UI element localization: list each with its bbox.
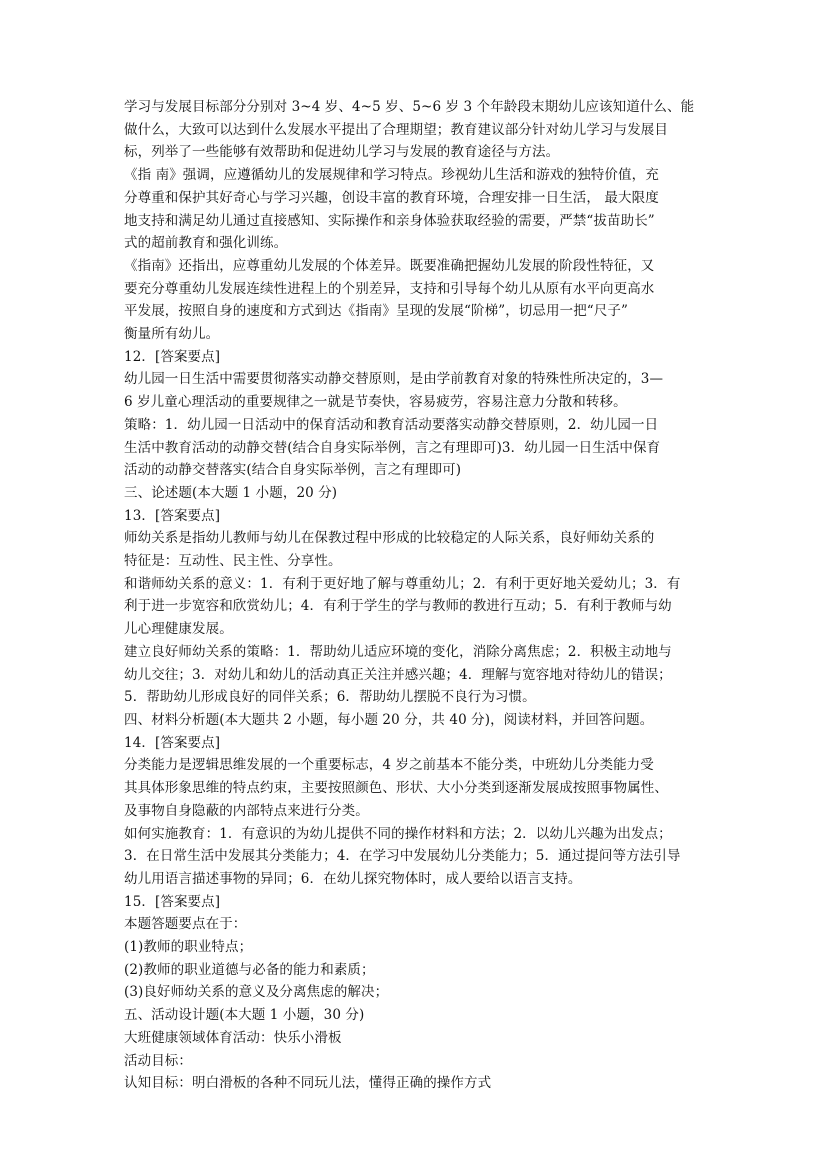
text-line: 和谐师幼关系的意义：1．有利于更好地了解与尊重幼儿；2．有利于更好地关爱幼儿；3．有	[124, 575, 681, 592]
text-line: 6 岁儿童心理活动的重要规律之一就是节奏快，容易疲劳，容易注意力分散和转移。	[124, 394, 627, 411]
text-line: 地支持和满足幼儿通过直接感知、实际操作和亲身体验获取经验的需要，严禁“拔苗助长”	[124, 212, 655, 229]
text-line: 3．在日常生活中发展其分类能力；4．在学习中发展幼儿分类能力；5．通过提问等方法引导	[124, 848, 681, 865]
text-line: 如何实施教育：1．有意识的为幼儿提供不同的操作材料和方法；2．以幼儿兴趣为出发点；	[124, 825, 672, 842]
text-line: 《指 南》强调，应遵循幼儿的发展规律和学习特点。珍视幼儿生活和游戏的独特价值，充	[124, 167, 659, 184]
text-line: 幼儿园一日生活中需要贯彻落实动静交替原则，是由学前教育对象的特殊性所决定的，3—	[124, 371, 664, 388]
text-line: 标，列举了一些能够有效帮助和促进幼儿学习与发展的教育途径与方法。	[124, 144, 560, 161]
list-item: (3)良好师幼关系的意义及分离焦虑的解决；	[124, 984, 389, 1001]
text-line: 5．帮助幼儿形成良好的同伴关系；6．帮助幼儿摆脱不良行为习惯。	[124, 689, 536, 706]
text-line: 特征是：互动性、民主性、分享性。	[124, 553, 342, 570]
text-line: 儿心理健康发展。	[124, 621, 233, 638]
text-line: 利于进一步宽容和欣赏幼儿；4．有利于学生的学与教师的教进行互动；5．有利于教师与幼	[124, 598, 672, 615]
section-heading: 三、论述题(本大题 1 小题，20 分)	[124, 484, 338, 501]
text-line: 活动目标：	[124, 1052, 192, 1069]
list-item: (2)教师的职业道德与必备的能力和素质；	[124, 961, 375, 978]
text-line: 及事物自身隐蔽的内部特点来进行分类。	[124, 802, 369, 819]
section-heading: 四、材料分析题(本大题共 2 小题，每小题 20 分，共 40 分)，阅读材料，并回答问题。	[124, 711, 654, 728]
document-body	[124, 96, 710, 1095]
text-line: 认知目标：明白滑板的各种不同玩儿法，懂得正确的操作方式	[124, 1075, 492, 1092]
section-heading: 五、活动设计题(本大题 1 小题，30 分)	[124, 1007, 365, 1024]
text-line: 分类能力是逻辑思维发展的一个重要标志，4 岁之前基本不能分类，中班幼儿分类能力受	[124, 757, 654, 774]
text-line: 生活中教育活动的动静交替(结合自身实际举例，言之有理即可)3．幼儿园一日生活中保育	[124, 439, 661, 456]
text-line: 其具体形象思维的特点约束，主要按照颜色、形状、大小分类到逐渐发展成按照事物属性、	[124, 780, 668, 797]
text-line: 分尊重和保护其好奇心与学习兴趣，创设丰富的教育环境，合理安排一日生活， 最大限度	[124, 189, 659, 206]
section-heading: 12．[答案要点]	[124, 348, 221, 365]
section-heading: 15．[答案要点]	[124, 893, 221, 910]
text-line: 式的超前教育和强化训练。	[124, 235, 288, 252]
text-line: 《指南》还指出，应尊重幼儿发展的个体差异。既要准确把握幼儿发展的阶段性特征，又	[124, 257, 655, 274]
text-line: 学习与发展目标部分分别对 3~4 岁、4~5 岁、5~6 岁 3 个年龄段末期幼儿应该知道什么、能	[124, 99, 695, 115]
text-line: 幼儿交往；3．对幼儿和幼儿的活动真正关注并感兴趣；4．理解与宽容地对待幼儿的错误；	[124, 666, 672, 683]
section-heading: 14．[答案要点]	[124, 734, 221, 751]
text-line: 大班健康领域体育活动：快乐小滑板	[124, 1029, 342, 1046]
list-item: (1)教师的职业特点；	[124, 939, 253, 956]
text-line: 本题答题要点在于：	[124, 916, 247, 933]
section-heading: 13．[答案要点]	[124, 507, 221, 524]
text-line: 活动的动静交替落实(结合自身实际举例，言之有理即可)	[124, 462, 462, 479]
text-line: 幼儿用语言描述事物的异同；6．在幼儿探究物体时，成人要给以语言支持。	[124, 870, 582, 887]
text-line: 衡量所有幼儿。	[124, 326, 220, 343]
text-line: 建立良好师幼关系的策略：1．帮助幼儿适应环境的变化，消除分离焦虑；2．积极主动地与	[124, 643, 672, 660]
text-line: 师幼关系是指幼儿教师与幼儿在保教过程中形成的比较稳定的人际关系，良好师幼关系的	[124, 530, 655, 547]
text-line: 策略：1．幼儿园一日活动中的保育活动和教育活动要落实动静交替原则，2．幼儿园一日	[124, 416, 659, 433]
text-line: 要充分尊重幼儿发展连续性进程上的个别差异，支持和引导每个幼儿从原有水平向更高水	[124, 280, 655, 297]
text-line: 做什么，大致可以达到什么发展水平提出了合理期望；教育建议部分针对幼儿学习与发展目	[124, 121, 668, 138]
text-line: 平发展，按照自身的速度和方式到达《指南》呈现的发展“阶梯”，切忌用一把“尺子”	[124, 303, 629, 320]
